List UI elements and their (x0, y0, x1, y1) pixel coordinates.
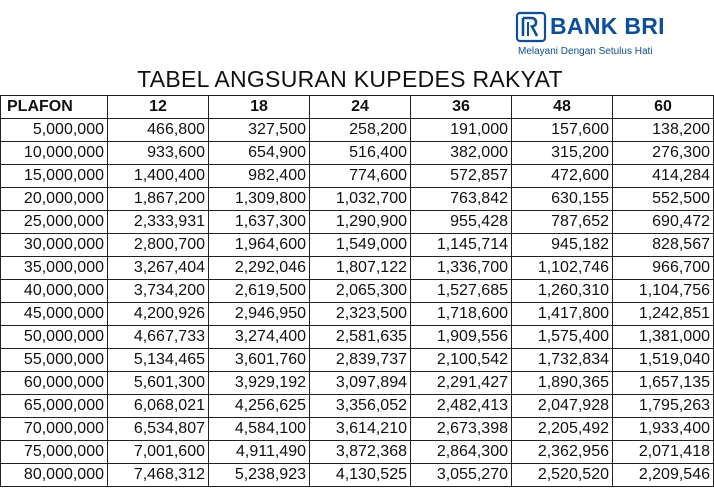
installment-cell: 327,500 (209, 119, 310, 142)
installment-cell: 4,584,100 (209, 418, 310, 441)
page-title: TABEL ANGSURAN KUPEDES RAKYAT (137, 66, 563, 92)
installment-cell: 472,600 (512, 165, 613, 188)
header-tenor: 48 (512, 96, 613, 119)
table-row (1, 349, 714, 372)
installment-cell: 2,619,500 (209, 280, 310, 303)
plafon-cell: 25,000,000 (1, 211, 108, 234)
installment-cell: 2,205,492 (512, 418, 613, 441)
installment-cell: 1,381,000 (613, 326, 714, 349)
table-row (1, 395, 714, 418)
header-tenor: 12 (108, 96, 209, 119)
installment-cell: 3,267,404 (108, 257, 209, 280)
installment-cell: 3,055,270 (411, 464, 512, 487)
bank-logo (516, 10, 700, 62)
bri-logo-icon (516, 12, 546, 42)
installment-cell: 3,734,200 (108, 280, 209, 303)
plafon-cell: 10,000,000 (1, 142, 108, 165)
installment-cell: 1,964,600 (209, 234, 310, 257)
installment-cell: 258,200 (310, 119, 411, 142)
installment-cell: 1,242,851 (613, 303, 714, 326)
installment-cell: 2,071,418 (613, 441, 714, 464)
installment-cell: 1,032,700 (310, 188, 411, 211)
table-row (1, 441, 714, 464)
installment-cell: 654,900 (209, 142, 310, 165)
installment-cell: 382,000 (411, 142, 512, 165)
installment-cell: 2,100,542 (411, 349, 512, 372)
installment-cell: 982,400 (209, 165, 310, 188)
table-header-row (1, 96, 714, 119)
installment-cell: 276,300 (613, 142, 714, 165)
plafon-cell: 35,000,000 (1, 257, 108, 280)
installment-cell: 1,260,310 (512, 280, 613, 303)
installment-cell: 1,309,800 (209, 188, 310, 211)
installment-cell: 466,800 (108, 119, 209, 142)
table-row (1, 464, 714, 487)
installment-cell: 315,200 (512, 142, 613, 165)
installment-cell: 6,534,807 (108, 418, 209, 441)
installment-cell: 7,001,600 (108, 441, 209, 464)
installment-cell: 3,356,052 (310, 395, 411, 418)
installment-cell: 2,800,700 (108, 234, 209, 257)
installment-table (0, 95, 714, 487)
installment-cell: 2,581,635 (310, 326, 411, 349)
installment-cell: 4,200,926 (108, 303, 209, 326)
installment-cell: 138,200 (613, 119, 714, 142)
installment-cell: 2,065,300 (310, 280, 411, 303)
installment-cell: 690,472 (613, 211, 714, 234)
plafon-cell: 70,000,000 (1, 418, 108, 441)
plafon-cell: 20,000,000 (1, 188, 108, 211)
brand-tagline: Melayani Dengan Setulus Hati (518, 46, 653, 57)
header-plafon: PLAFON (1, 96, 108, 119)
table-row (1, 211, 714, 234)
installment-cell: 630,155 (512, 188, 613, 211)
plafon-cell: 50,000,000 (1, 326, 108, 349)
installment-cell: 5,134,465 (108, 349, 209, 372)
header-tenor: 36 (411, 96, 512, 119)
header-tenor: 24 (310, 96, 411, 119)
installment-cell: 3,872,368 (310, 441, 411, 464)
plafon-cell: 80,000,000 (1, 464, 108, 487)
installment-cell: 2,839,737 (310, 349, 411, 372)
installment-cell: 955,428 (411, 211, 512, 234)
installment-cell: 787,652 (512, 211, 613, 234)
installment-cell: 2,482,413 (411, 395, 512, 418)
installment-cell: 1,575,400 (512, 326, 613, 349)
installment-cell: 1,417,800 (512, 303, 613, 326)
installment-cell: 1,718,600 (411, 303, 512, 326)
installment-cell: 4,130,525 (310, 464, 411, 487)
installment-cell: 5,238,923 (209, 464, 310, 487)
installment-cell: 4,256,625 (209, 395, 310, 418)
installment-cell: 2,362,956 (512, 441, 613, 464)
installment-cell: 2,292,046 (209, 257, 310, 280)
installment-cell: 1,104,756 (613, 280, 714, 303)
installment-cell: 3,929,192 (209, 372, 310, 395)
installment-cell: 1,527,685 (411, 280, 512, 303)
installment-cell: 828,567 (613, 234, 714, 257)
installment-cell: 1,890,365 (512, 372, 613, 395)
installment-cell: 1,290,900 (310, 211, 411, 234)
table-body (1, 119, 714, 487)
installment-cell: 763,842 (411, 188, 512, 211)
installment-cell: 552,500 (613, 188, 714, 211)
brand-name: BANK BRI (550, 13, 665, 39)
installment-cell: 5,601,300 (108, 372, 209, 395)
header-tenor: 18 (209, 96, 310, 119)
installment-cell: 2,946,950 (209, 303, 310, 326)
installment-cell: 1,102,746 (512, 257, 613, 280)
installment-cell: 7,468,312 (108, 464, 209, 487)
installment-cell: 1,867,200 (108, 188, 209, 211)
header-tenor: 60 (613, 96, 714, 119)
table-row (1, 142, 714, 165)
installment-cell: 2,673,398 (411, 418, 512, 441)
installment-cell: 3,274,400 (209, 326, 310, 349)
installment-cell: 1,549,000 (310, 234, 411, 257)
table-row (1, 372, 714, 395)
table-row (1, 418, 714, 441)
table-row (1, 303, 714, 326)
table-row (1, 280, 714, 303)
installment-cell: 1,933,400 (613, 418, 714, 441)
installment-cell: 1,657,135 (613, 372, 714, 395)
table-row (1, 234, 714, 257)
plafon-cell: 45,000,000 (1, 303, 108, 326)
plafon-cell: 60,000,000 (1, 372, 108, 395)
installment-cell: 1,795,263 (613, 395, 714, 418)
table-row (1, 326, 714, 349)
plafon-cell: 30,000,000 (1, 234, 108, 257)
plafon-cell: 15,000,000 (1, 165, 108, 188)
installment-cell: 2,323,500 (310, 303, 411, 326)
installment-cell: 2,291,427 (411, 372, 512, 395)
installment-cell: 4,667,733 (108, 326, 209, 349)
installment-cell: 3,601,760 (209, 349, 310, 372)
installment-cell: 2,520,520 (512, 464, 613, 487)
installment-cell: 1,909,556 (411, 326, 512, 349)
installment-cell: 2,864,300 (411, 441, 512, 464)
plafon-cell: 65,000,000 (1, 395, 108, 418)
installment-cell: 945,182 (512, 234, 613, 257)
installment-cell: 191,000 (411, 119, 512, 142)
installment-cell: 774,600 (310, 165, 411, 188)
installment-cell: 966,700 (613, 257, 714, 280)
table-row (1, 257, 714, 280)
installment-cell: 3,097,894 (310, 372, 411, 395)
plafon-cell: 55,000,000 (1, 349, 108, 372)
plafon-cell: 75,000,000 (1, 441, 108, 464)
installment-cell: 933,600 (108, 142, 209, 165)
table-row (1, 165, 714, 188)
installment-cell: 572,857 (411, 165, 512, 188)
installment-cell: 2,333,931 (108, 211, 209, 234)
plafon-cell: 5,000,000 (1, 119, 108, 142)
installment-cell: 516,400 (310, 142, 411, 165)
installment-cell: 1,637,300 (209, 211, 310, 234)
installment-cell: 157,600 (512, 119, 613, 142)
installment-cell: 414,284 (613, 165, 714, 188)
installment-cell: 1,519,040 (613, 349, 714, 372)
installment-cell: 2,047,928 (512, 395, 613, 418)
installment-cell: 6,068,021 (108, 395, 209, 418)
table-row (1, 188, 714, 211)
installment-cell: 1,400,400 (108, 165, 209, 188)
installment-cell: 1,145,714 (411, 234, 512, 257)
installment-cell: 1,807,122 (310, 257, 411, 280)
plafon-cell: 40,000,000 (1, 280, 108, 303)
installment-cell: 2,209,546 (613, 464, 714, 487)
installment-cell: 1,732,834 (512, 349, 613, 372)
installment-cell: 4,911,490 (209, 441, 310, 464)
installment-cell: 3,614,210 (310, 418, 411, 441)
table-row (1, 119, 714, 142)
installment-cell: 1,336,700 (411, 257, 512, 280)
